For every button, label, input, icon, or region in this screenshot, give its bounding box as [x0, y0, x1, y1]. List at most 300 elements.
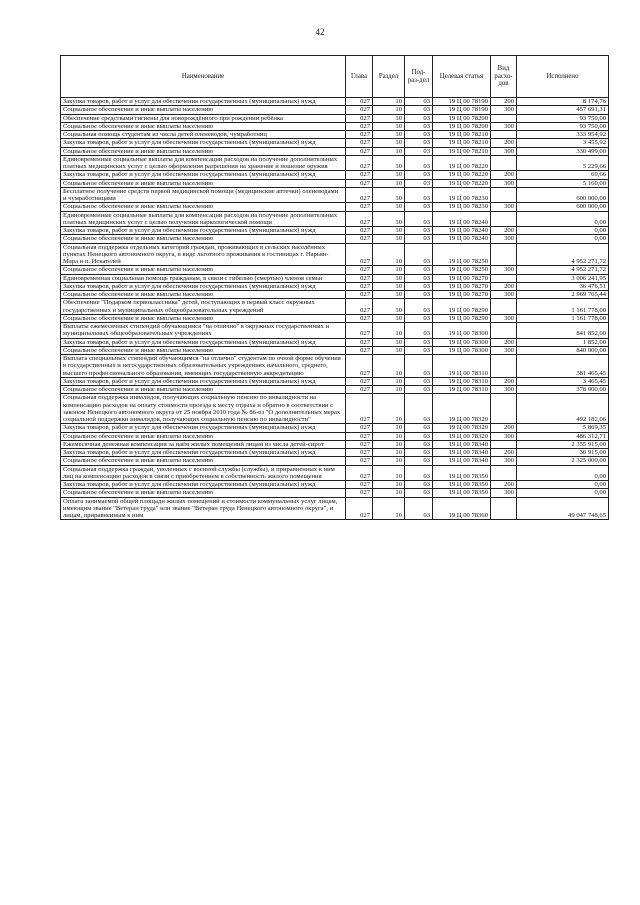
- cell-subsection: 03: [405, 497, 433, 520]
- cell-expense-type: [491, 394, 517, 424]
- table-row: [61, 424, 609, 432]
- cell-chapter: 027: [346, 147, 373, 155]
- cell-name: Закупка товаров, работ и услуг для обеспечения государственных (муниципальных) нужд: [61, 171, 346, 179]
- cell-subsection: 03: [405, 122, 433, 130]
- table-row: [61, 346, 609, 354]
- cell-executed: 3 465,45: [517, 377, 609, 385]
- cell-chapter: 027: [346, 314, 373, 322]
- cell-name: Социальное обеспечение и иные выплаты населению: [61, 346, 346, 354]
- header-chapter: Глава: [346, 56, 373, 98]
- cell-subsection: 03: [405, 394, 433, 424]
- cell-chapter: 027: [346, 203, 373, 211]
- cell-section: 10: [373, 299, 405, 315]
- cell-target: 19 Ц 00 78270: [433, 291, 491, 299]
- header-executed: Исполнено: [517, 56, 609, 98]
- cell-executed: 600 000,00: [517, 203, 609, 211]
- cell-section: 10: [373, 274, 405, 282]
- cell-section: 10: [373, 338, 405, 346]
- table-header-row: [61, 56, 609, 98]
- cell-executed: 2 325 000,00: [517, 457, 609, 465]
- cell-chapter: 027: [346, 106, 373, 114]
- cell-subsection: 03: [405, 98, 433, 106]
- table-row: [61, 323, 609, 339]
- cell-expense-type: 200: [491, 171, 517, 179]
- cell-chapter: 027: [346, 346, 373, 354]
- cell-name: Социальное обеспечение и иные выплаты населению: [61, 235, 346, 243]
- table-body: [61, 98, 609, 520]
- cell-subsection: 03: [405, 179, 433, 187]
- cell-executed: 69,66: [517, 171, 609, 179]
- cell-section: 10: [373, 203, 405, 211]
- cell-name: Закупка товаров, работ и услуг для обеспечения государственных (муниципальных) нужд: [61, 227, 346, 235]
- cell-section: 10: [373, 377, 405, 385]
- cell-target: 19 Ц 00 78300: [433, 346, 491, 354]
- cell-section: 10: [373, 211, 405, 227]
- cell-subsection: 03: [405, 106, 433, 114]
- cell-executed: 4 952 271,72: [517, 243, 609, 266]
- table-row: [61, 299, 609, 315]
- cell-expense-type: [491, 440, 517, 448]
- cell-target: 19 Ц 00 78200: [433, 122, 491, 130]
- cell-name: Выплата специальных стипендий обучающимся "на отлично" студентам по очной форме обучения в государственных и негосударственных образовательных учреждениях начального, среднего, высшего профессионального образования, имеющих государственную аккредитацию: [61, 355, 346, 378]
- cell-target: 19 Ц 00 78350: [433, 481, 491, 489]
- cell-target: 19 Ц 00 78320: [433, 432, 491, 440]
- cell-section: 10: [373, 440, 405, 448]
- table-row: [61, 155, 609, 171]
- cell-chapter: 027: [346, 227, 373, 235]
- cell-subsection: 03: [405, 155, 433, 171]
- cell-expense-type: [491, 187, 517, 203]
- cell-expense-type: [491, 465, 517, 481]
- cell-name: Социальная поддержка отдельных категорий граждан, проживающих в сельских населённых пунктах Ненецкого автономного округа, в виде льготного проживания в гостиницах г. Нарьян-Мара и п. Искателей: [61, 243, 346, 266]
- cell-name: Обеспечение "Подарком первоклассника" детей, поступающих в первый класс окружных государственных и муниципальных общеобразовательных учреждений: [61, 299, 346, 315]
- cell-executed: 381 465,45: [517, 355, 609, 378]
- cell-executed: 2 969 765,44: [517, 291, 609, 299]
- cell-chapter: 027: [346, 465, 373, 481]
- cell-subsection: 03: [405, 432, 433, 440]
- table-row: [61, 457, 609, 465]
- cell-expense-type: 300: [491, 291, 517, 299]
- cell-section: 10: [373, 155, 405, 171]
- cell-expense-type: 200: [491, 424, 517, 432]
- cell-name: Закупка товаров, работ и услуг для обеспечения государственных (муниципальных) нужд: [61, 139, 346, 147]
- cell-expense-type: 300: [491, 122, 517, 130]
- cell-executed: 5 869,35: [517, 424, 609, 432]
- cell-chapter: 027: [346, 179, 373, 187]
- cell-chapter: 027: [346, 139, 373, 147]
- cell-name: Единовременные социальные выплаты для компенсации расходов на получение дополнительных платных медицинских услуг с целью получения наркологической помощи: [61, 211, 346, 227]
- cell-executed: 36 476,51: [517, 282, 609, 290]
- cell-chapter: 027: [346, 323, 373, 339]
- cell-executed: 5 229,66: [517, 155, 609, 171]
- table-row: [61, 440, 609, 448]
- cell-name: Оплата занимаемой общей площади жилых помещений и стоимости коммунальных услуг лицам, имеющим звание "Ветеран труда" или звание "Ветеран труда Ненецкого автономного округа", и лицам, приравненным к ним: [61, 497, 346, 520]
- cell-name: Социальное обеспечение и иные выплаты населению: [61, 122, 346, 130]
- cell-executed: 600 000,00: [517, 187, 609, 203]
- cell-section: 10: [373, 187, 405, 203]
- cell-section: 10: [373, 98, 405, 106]
- cell-subsection: 03: [405, 211, 433, 227]
- cell-target: 19 Ц 00 78220: [433, 179, 491, 187]
- table-row: [61, 355, 609, 378]
- cell-executed: 330 499,00: [517, 147, 609, 155]
- cell-chapter: 027: [346, 171, 373, 179]
- cell-subsection: 03: [405, 139, 433, 147]
- cell-name: Социальное обеспечение и иные выплаты населению: [61, 291, 346, 299]
- cell-name: Закупка товаров, работ и услуг для обеспечения государственных (муниципальных) нужд: [61, 449, 346, 457]
- cell-chapter: 027: [346, 377, 373, 385]
- table-row: [61, 98, 609, 106]
- cell-name: Социальное обеспечение и иные выплаты населению: [61, 266, 346, 274]
- cell-name: Закупка товаров, работ и услуг для обеспечения государственных (муниципальных) нужд: [61, 481, 346, 489]
- cell-target: 19 Ц 00 78240: [433, 235, 491, 243]
- cell-subsection: 03: [405, 187, 433, 203]
- cell-chapter: 027: [346, 394, 373, 424]
- table-row: [61, 114, 609, 122]
- cell-executed: 93 750,00: [517, 114, 609, 122]
- cell-executed: 486 312,71: [517, 432, 609, 440]
- cell-expense-type: 200: [491, 449, 517, 457]
- header-subsection: Под-раз-дел: [405, 56, 433, 98]
- cell-name: Социальное обеспечение и иные выплаты населению: [61, 147, 346, 155]
- cell-name: Выплаты ежемесячных стипендий обучающимся "на отлично" в окружных государственных и муниципальных общеобразовательных учреждениях: [61, 323, 346, 339]
- cell-expense-type: 200: [491, 282, 517, 290]
- cell-executed: 5 160,00: [517, 179, 609, 187]
- cell-section: 10: [373, 106, 405, 114]
- cell-target: 19 Ц 00 78300: [433, 323, 491, 339]
- table-row: [61, 203, 609, 211]
- cell-executed: 4 952 271,72: [517, 266, 609, 274]
- cell-executed: 0,00: [517, 489, 609, 497]
- table-row: [61, 386, 609, 394]
- cell-subsection: 03: [405, 489, 433, 497]
- header-name: Наименование: [61, 56, 346, 98]
- cell-expense-type: [491, 243, 517, 266]
- cell-section: 10: [373, 489, 405, 497]
- cell-chapter: 027: [346, 489, 373, 497]
- cell-target: 19 Ц 00 78320: [433, 394, 491, 424]
- cell-target: 19 Ц 00 78210: [433, 147, 491, 155]
- cell-name: Социальная помощь студентам из числа детей оленеводов, чумработниц: [61, 131, 346, 139]
- cell-target: 19 Ц 00 78230: [433, 203, 491, 211]
- cell-subsection: 03: [405, 299, 433, 315]
- cell-expense-type: 200: [491, 98, 517, 106]
- cell-section: 10: [373, 497, 405, 520]
- cell-section: 10: [373, 131, 405, 139]
- header-target: Целевая статья: [433, 56, 491, 98]
- cell-chapter: 027: [346, 299, 373, 315]
- cell-section: 10: [373, 122, 405, 130]
- table-row: [61, 227, 609, 235]
- cell-subsection: 03: [405, 323, 433, 339]
- table-row: [61, 314, 609, 322]
- table-row: [61, 139, 609, 147]
- cell-executed: 93 750,00: [517, 122, 609, 130]
- cell-expense-type: 200: [491, 227, 517, 235]
- cell-subsection: 03: [405, 147, 433, 155]
- cell-target: 19 Ц 00 78290: [433, 314, 491, 322]
- cell-expense-type: 300: [491, 235, 517, 243]
- cell-subsection: 03: [405, 440, 433, 448]
- cell-name: Социальная поддержка инвалидов, получающих социальную пенсию по инвалидности на компенсацию расходов на оплату стоимости проезда к месту отдыха и обратно в соответствии с законом Ненецкого автономного округа от 25 ноября 2010 года № 86-оз "О дополнительных мерах социальной поддержки инвалидов, получающих социальную пенсию по инвалидности": [61, 394, 346, 424]
- cell-name: Социальная поддержка граждан, уволенных с военной службы (службы), и приравненных к ним лиц на компенсацию расходов в связи с приобретением в собственность жилого помещения: [61, 465, 346, 481]
- cell-subsection: 03: [405, 291, 433, 299]
- cell-subsection: 03: [405, 424, 433, 432]
- cell-expense-type: 300: [491, 489, 517, 497]
- cell-name: Закупка товаров, работ и услуг для обеспечения государственных (муниципальных) нужд: [61, 377, 346, 385]
- cell-section: 10: [373, 179, 405, 187]
- cell-section: 10: [373, 139, 405, 147]
- cell-name: Бесплатное получение средств первой медицинской помощи (медицинские аптечки) оленеводами и чумработницами: [61, 187, 346, 203]
- cell-executed: 0,00: [517, 465, 609, 481]
- cell-subsection: 03: [405, 355, 433, 378]
- cell-expense-type: 300: [491, 147, 517, 155]
- cell-expense-type: [491, 131, 517, 139]
- cell-subsection: 03: [405, 465, 433, 481]
- cell-chapter: 027: [346, 291, 373, 299]
- cell-target: 19 Ц 00 78270: [433, 282, 491, 290]
- cell-chapter: 027: [346, 497, 373, 520]
- cell-chapter: 027: [346, 114, 373, 122]
- cell-section: 10: [373, 114, 405, 122]
- cell-target: 19 Ц 00 78290: [433, 299, 491, 315]
- table-row: [61, 497, 609, 520]
- cell-name: Социальное обеспечение и иные выплаты населению: [61, 489, 346, 497]
- cell-executed: 49 047 748,65: [517, 497, 609, 520]
- cell-section: 10: [373, 171, 405, 179]
- cell-section: 10: [373, 449, 405, 457]
- cell-executed: 841 852,00: [517, 323, 609, 339]
- cell-expense-type: 200: [491, 377, 517, 385]
- cell-chapter: 027: [346, 386, 373, 394]
- cell-section: 10: [373, 291, 405, 299]
- cell-executed: 8 174,76: [517, 98, 609, 106]
- cell-target: 19 Ц 00 78250: [433, 243, 491, 266]
- cell-section: 10: [373, 481, 405, 489]
- cell-chapter: 027: [346, 449, 373, 457]
- cell-target: 19 Ц 00 78360: [433, 497, 491, 520]
- table-row: [61, 394, 609, 424]
- cell-expense-type: [491, 323, 517, 339]
- table-row: [61, 338, 609, 346]
- cell-expense-type: [491, 497, 517, 520]
- cell-name: Закупка товаров, работ и услуг для обеспечения государственных (муниципальных) нужд: [61, 98, 346, 106]
- cell-subsection: 03: [405, 377, 433, 385]
- cell-subsection: 03: [405, 449, 433, 457]
- cell-expense-type: 300: [491, 457, 517, 465]
- cell-executed: 1 161 778,00: [517, 299, 609, 315]
- cell-target: 19 Ц 00 78310: [433, 377, 491, 385]
- table-row: [61, 147, 609, 155]
- cell-name: Социальное обеспечение и иные выплаты населению: [61, 106, 346, 114]
- table-row: [61, 377, 609, 385]
- cell-name: Закупка товаров, работ и услуг для обеспечения государственных (муниципальных) нужд: [61, 424, 346, 432]
- cell-target: 19 Ц 00 78310: [433, 386, 491, 394]
- cell-executed: 0,00: [517, 227, 609, 235]
- table-row: [61, 235, 609, 243]
- cell-executed: 378 000,00: [517, 386, 609, 394]
- cell-expense-type: [491, 274, 517, 282]
- cell-subsection: 03: [405, 346, 433, 354]
- cell-target: 19 Ц 00 78350: [433, 489, 491, 497]
- table-row: [61, 481, 609, 489]
- table-row: [61, 449, 609, 457]
- table-row: [61, 266, 609, 274]
- cell-chapter: 027: [346, 131, 373, 139]
- table-row: [61, 274, 609, 282]
- header-section: Раздел: [373, 56, 405, 98]
- cell-subsection: 03: [405, 203, 433, 211]
- cell-subsection: 03: [405, 171, 433, 179]
- cell-target: 19 Ц 00 78300: [433, 338, 491, 346]
- cell-name: Единовременные социальные выплаты для компенсации расходов на получение дополнительных платных медицинских услуг с целью оформления разрешения на хранение и ношение оружия: [61, 155, 346, 171]
- table-row: [61, 179, 609, 187]
- cell-expense-type: [491, 299, 517, 315]
- cell-section: 10: [373, 424, 405, 432]
- cell-target: 19 Ц 00 78220: [433, 155, 491, 171]
- cell-chapter: 027: [346, 274, 373, 282]
- cell-chapter: 027: [346, 355, 373, 378]
- cell-chapter: 027: [346, 98, 373, 106]
- cell-subsection: 03: [405, 243, 433, 266]
- cell-section: 10: [373, 227, 405, 235]
- table-row: [61, 465, 609, 481]
- cell-chapter: 027: [346, 432, 373, 440]
- cell-section: 10: [373, 266, 405, 274]
- cell-executed: 0,00: [517, 235, 609, 243]
- cell-section: 10: [373, 457, 405, 465]
- table-row: [61, 131, 609, 139]
- cell-executed: 457 691,31: [517, 106, 609, 114]
- cell-subsection: 03: [405, 386, 433, 394]
- cell-executed: 30 915,00: [517, 449, 609, 457]
- table-row: [61, 187, 609, 203]
- cell-name: Социальное обеспечение и иные выплаты населению: [61, 432, 346, 440]
- cell-target: 19 Ц 00 78250: [433, 266, 491, 274]
- cell-target: 19 Ц 00 78310: [433, 355, 491, 378]
- cell-name: Ежемесячная денежная компенсация за наём жилых помещений лицам из числа детей-сирот: [61, 440, 346, 448]
- cell-chapter: 027: [346, 338, 373, 346]
- table-row: [61, 171, 609, 179]
- cell-target: 19 Ц 00 78240: [433, 211, 491, 227]
- cell-chapter: 027: [346, 481, 373, 489]
- cell-section: 10: [373, 323, 405, 339]
- cell-chapter: 027: [346, 122, 373, 130]
- cell-expense-type: [491, 155, 517, 171]
- cell-name: Социальное обеспечение и иные выплаты населению: [61, 386, 346, 394]
- cell-subsection: 03: [405, 131, 433, 139]
- cell-section: 10: [373, 394, 405, 424]
- cell-expense-type: 200: [491, 481, 517, 489]
- page-number: 42: [315, 27, 325, 37]
- cell-subsection: 03: [405, 266, 433, 274]
- cell-chapter: 027: [346, 282, 373, 290]
- cell-expense-type: 200: [491, 139, 517, 147]
- cell-subsection: 03: [405, 481, 433, 489]
- cell-section: 10: [373, 314, 405, 322]
- cell-expense-type: 300: [491, 266, 517, 274]
- cell-target: 19 Ц 00 78240: [433, 227, 491, 235]
- cell-chapter: 027: [346, 266, 373, 274]
- cell-expense-type: 300: [491, 179, 517, 187]
- cell-subsection: 03: [405, 235, 433, 243]
- cell-name: Закупка товаров, работ и услуг для обеспечения государственных (муниципальных) нужд: [61, 282, 346, 290]
- cell-section: 10: [373, 465, 405, 481]
- cell-target: 19 Ц 00 78230: [433, 187, 491, 203]
- cell-subsection: 03: [405, 314, 433, 322]
- cell-expense-type: 300: [491, 346, 517, 354]
- table-row: [61, 106, 609, 114]
- cell-chapter: 027: [346, 424, 373, 432]
- cell-expense-type: 300: [491, 106, 517, 114]
- cell-expense-type: 300: [491, 203, 517, 211]
- cell-section: 10: [373, 432, 405, 440]
- table-row: [61, 243, 609, 266]
- cell-name: Закупка товаров, работ и услуг для обеспечения государственных (муниципальных) нужд: [61, 338, 346, 346]
- cell-chapter: 027: [346, 457, 373, 465]
- budget-execution-table: [60, 55, 609, 520]
- cell-subsection: 03: [405, 282, 433, 290]
- cell-executed: 1 161 778,00: [517, 314, 609, 322]
- cell-name: Социальное обеспечение и иные выплаты населению: [61, 179, 346, 187]
- table-row: [61, 282, 609, 290]
- cell-subsection: 03: [405, 227, 433, 235]
- cell-chapter: 027: [346, 155, 373, 171]
- cell-section: 10: [373, 235, 405, 243]
- cell-chapter: 027: [346, 187, 373, 203]
- cell-name: Социальное обеспечение и иные выплаты населению: [61, 314, 346, 322]
- cell-target: 19 Ц 00 78190: [433, 98, 491, 106]
- cell-chapter: 027: [346, 243, 373, 266]
- cell-subsection: 03: [405, 338, 433, 346]
- cell-subsection: 03: [405, 114, 433, 122]
- cell-name: Обеспечение средствами гигиены для новорождённого при рождении ребёнка: [61, 114, 346, 122]
- cell-chapter: 027: [346, 235, 373, 243]
- cell-target: 19 Ц 00 78270: [433, 274, 491, 282]
- cell-expense-type: [491, 355, 517, 378]
- cell-executed: 840 000,00: [517, 346, 609, 354]
- cell-section: 10: [373, 355, 405, 378]
- cell-name: Социальное обеспечение и иные выплаты населению: [61, 203, 346, 211]
- cell-executed: 3 455,92: [517, 139, 609, 147]
- cell-target: 19 Ц 00 78200: [433, 114, 491, 122]
- cell-section: 10: [373, 282, 405, 290]
- cell-executed: 492 182,06: [517, 394, 609, 424]
- cell-expense-type: 200: [491, 338, 517, 346]
- cell-name: Единовременная социальная помощь гражданам, в связи с гибелью (смертью) членов семьи: [61, 274, 346, 282]
- cell-target: 19 Ц 00 78340: [433, 449, 491, 457]
- cell-expense-type: 300: [491, 314, 517, 322]
- table-row: [61, 432, 609, 440]
- cell-section: 10: [373, 147, 405, 155]
- cell-chapter: 027: [346, 440, 373, 448]
- table-row: [61, 211, 609, 227]
- cell-executed: 1 852,00: [517, 338, 609, 346]
- cell-expense-type: [491, 114, 517, 122]
- table-row: [61, 489, 609, 497]
- cell-target: 19 Ц 00 78340: [433, 457, 491, 465]
- cell-section: 10: [373, 346, 405, 354]
- cell-target: 19 Ц 00 78210: [433, 139, 491, 147]
- cell-target: 19 Ц 00 78340: [433, 440, 491, 448]
- table-row: [61, 122, 609, 130]
- cell-section: 10: [373, 243, 405, 266]
- cell-subsection: 03: [405, 457, 433, 465]
- cell-executed: 2 355 915,00: [517, 440, 609, 448]
- cell-executed: 333 954,92: [517, 131, 609, 139]
- cell-target: 19 Ц 00 78320: [433, 424, 491, 432]
- cell-chapter: 027: [346, 211, 373, 227]
